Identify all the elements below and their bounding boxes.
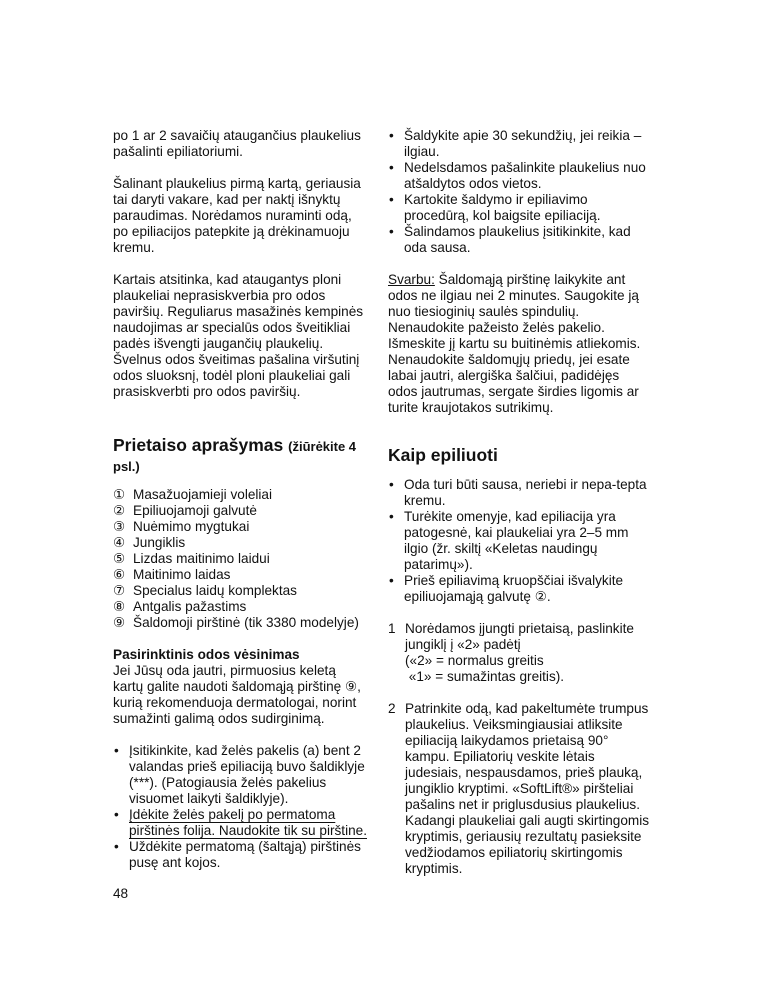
list-item: • Kartokite šaldymo ir epiliavimo procedūrą, kol baigsite epiliaciją. xyxy=(388,192,650,224)
parts-list-item: ② Epiliuojamoji galvutė xyxy=(113,503,257,518)
list-item-underlined: • Įdėkite želės pakelį po permatoma pirštinės folija. Naudokite tik su pirštine. xyxy=(113,807,369,839)
list-item: • Nedelsdamos pašalinkite plaukelius nuo atšaldytos odos vietos. xyxy=(388,160,650,192)
paragraph-first-time: Šalinant plaukelius pirmą kartą, geriausia tai daryti vakare, kad per naktį išnyktų paraudimas. Norėdamos nuraminti odą, po epiliacijos patepkite ją drėkinamuoju kremu. xyxy=(113,176,361,255)
parts-list-item: ⑥ Maitinimo laidas xyxy=(113,567,231,582)
step-item: 2 Patrinkite odą, kad pakeltumėte trumpus plaukelius. Veiksmingiausiai atliksite epiliaciją laikydamos prietaisą 90° kampu. Epiliatorių veskite lėtais judesiais, nespausdamos, prieš plauką, jungiklio kryptimi. «SoftLift®» piršteliai pašalins net ir priglusdusius plaukelius. Kadangi plaukeliai gali augti skirtingomis kryptimis, geriausių rezultatų pasieksite vedžiodamos epiliatorių skirtingomis kryptimis. xyxy=(388,701,650,876)
parts-list-item: ⑧ Antgalis pažastims xyxy=(113,599,247,614)
list-item: • Uždėkite permatomą (šaltąją) pirštinės pusę ant kojos. xyxy=(113,839,369,871)
parts-list-item: ⑤ Lizdas maitinimo laidui xyxy=(113,551,270,566)
description-heading: Prietaiso aprašymas (žiūrėkite 4 psl.) xyxy=(113,435,357,474)
how-to-heading: Kaip epiliuoti xyxy=(388,445,498,465)
right-column xyxy=(388,128,650,877)
step-item: 1 Norėdamos įjungti prietaisą, paslinkite jungiklį į «2» padėtį («2» = normalus greitis «1» = sumažintas greitis). xyxy=(388,621,634,684)
paragraph-ingrown: Kartais atsitinka, kad ataugantys ploni plaukeliai neprasiskverbia pro odos paviršių. Reguliarus masažinės kempinės naudojimas ar specialūs odos šveitikliai padės išvengti jaugančių plaukelių. Švelnus odos šveitimas pašalina viršutinį odos sluoksnį, todėl ploni plaukeliai gali prasiskverbti pro odos paviršių. xyxy=(113,272,364,399)
important-notice: Svarbu: Šaldomąją pirštinę laikykite ant odos ne ilgiau nei 2 minutes. Saugokite ją nuo tiesioginių saulės spindulių. Nenaudokite pažeisto želės pakelio. Išmeskite jį kartu su buitinėmis atliekomis. Nenaudokite šaldomųjų priedų, jei esate labai jautri, alergiška šalčiui, padidėjęs odos jautrumas, sergate širdies ligomis ar turite kraujotakos sutrikimų. xyxy=(388,272,641,415)
list-item: • Oda turi būti sausa, neriebi ir nepa-tepta kremu. xyxy=(388,477,650,509)
parts-list xyxy=(113,487,369,631)
parts-list-item: ④ Jungiklis xyxy=(113,535,186,550)
parts-list-item: ① Masažuojamieji voleliai xyxy=(113,487,273,502)
left-column xyxy=(113,128,369,871)
list-item: • Prieš epiliavimą kruopščiai išvalykite epiliuojamąją galvutę ②. xyxy=(388,573,650,605)
cooling-steps-bullets xyxy=(388,128,650,256)
important-label: Svarbu: xyxy=(388,272,435,287)
parts-list-item: ⑦ Specialus laidų komplektas xyxy=(113,583,297,598)
list-item: • Šalindamos plaukelius įsitikinkite, kad oda sausa. xyxy=(388,224,650,256)
parts-list-item: ③ Nuėmimo mygtukai xyxy=(113,519,250,534)
how-to-bullets xyxy=(388,477,650,605)
cooling-intro: Jei Jūsų oda jautri, pirmuosius keletą kartų galite naudoti šaldomąją pirštinę ⑨, kurią rekomenduoja dermatologai, norint sumažinti galimą odos sudirginimą. xyxy=(113,663,361,726)
cooling-bullets xyxy=(113,743,369,871)
cooling-heading: Pasirinktinis odos vėsinimas xyxy=(113,647,300,662)
page-number: 48 xyxy=(113,886,129,901)
description-heading-ref: (žiūrėkite 4 psl.) xyxy=(113,439,357,474)
parts-list-item: ⑨ Šaldomoji pirštinė (tik 3380 modelyje) xyxy=(113,615,359,630)
list-item: • Įsitikinkite, kad želės pakelis (a) bent 2 valandas prieš epiliaciją buvo šaldiklyje (***). (Patogiausia želės pakelius visuomet laikyti šaldiklyje). xyxy=(113,743,369,807)
list-item: • Turėkite omenyje, kad epiliacija yra patogesnė, kai plaukeliai yra 2–5 mm ilgio (žr. skiltį «Keletas naudingų patarimų»). xyxy=(388,509,650,573)
list-item: • Šaldykite apie 30 sekundžių, jei reikia – ilgiau. xyxy=(388,128,650,160)
paragraph-regrowth: po 1 ar 2 savaičių ataugančius plaukelius pašalinti epiliatoriumi. xyxy=(113,128,361,159)
steps-list xyxy=(388,621,650,877)
